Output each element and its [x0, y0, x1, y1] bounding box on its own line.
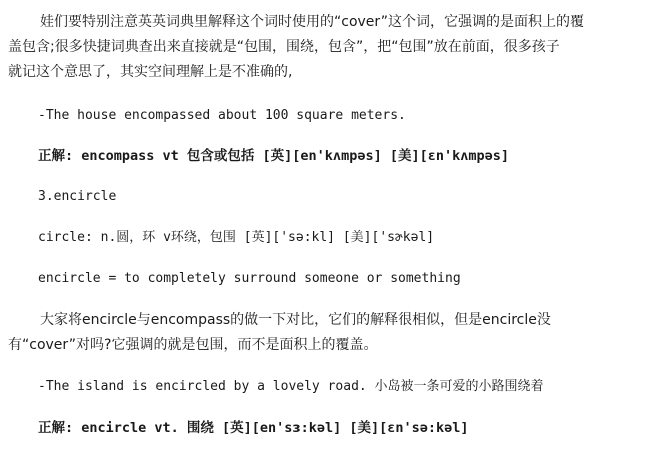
paragraph-1-line-1: 娃们要特别注意英英词典里解释这个词时使用的“cover”这个词，它强调的是面积上的覆 [40, 14, 585, 30]
example-sentence-1: -The house encompassed about 100 square meters. [38, 108, 406, 123]
example-sentence-2: -The island is encircled by a lovely road. 小岛被一条可爱的小路围绕着 [38, 379, 544, 394]
paragraph-1-line-3: 就记这个意思了，其实空间理解上是不准确的, [8, 64, 293, 80]
circle-definition: circle: n.圆，环 v环绕，包围 [英]['sə:kl] [美]['sɚkəl] [38, 230, 435, 245]
paragraph-2-line-2: 有“cover”对吗?它强调的就是包围，而不是面积上的覆盖。 [8, 337, 378, 353]
paragraph-1-line-2: 盖包含;很多快捷词典查出来直接就是“包围，围绕，包含”，把“包围”放在前面，很多孩子 [8, 39, 560, 55]
section-heading-encircle: 3.encircle [38, 189, 117, 204]
paragraph-2-line-1: 大家将encircle与encompass的做一下对比，它们的解释很相似，但是encircle没 [40, 312, 551, 328]
answer-encircle: 正解: encircle vt. 围绕 [英][en'sɜ:kəl] [美][ɛn'sə:kəl] [38, 420, 469, 436]
answer-encompass: 正解: encompass vt 包含或包括 [英][en'kʌmpəs] [美][ɛn'kʌmpəs] [38, 148, 509, 164]
encircle-definition: encircle = to completely surround someone or something [38, 271, 461, 286]
